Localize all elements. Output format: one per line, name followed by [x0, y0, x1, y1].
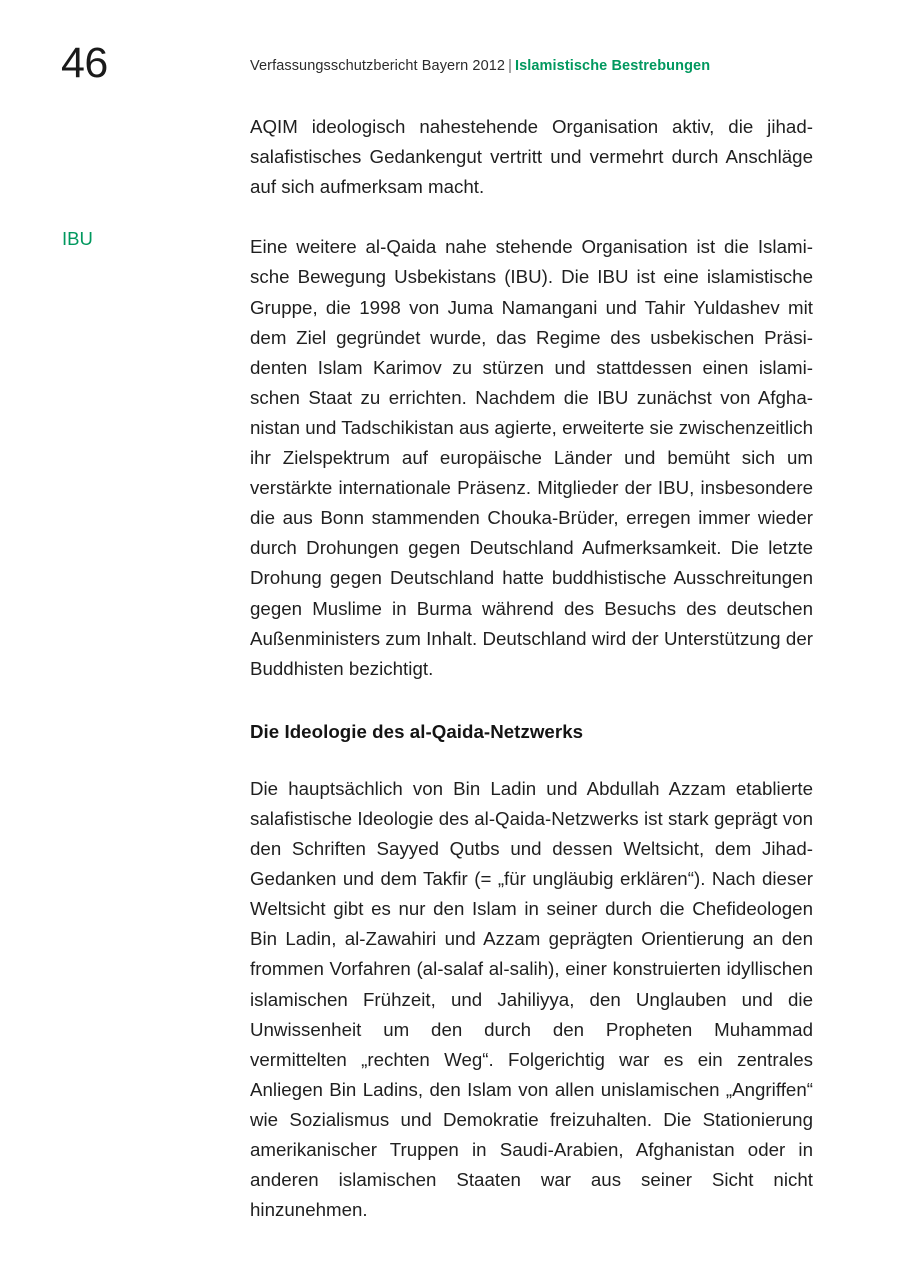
page-number: 46	[61, 39, 108, 87]
body-paragraph-3: Die hauptsächlich von Bin Ladin und Abdullah Azzam etablierte salafistische Ideologie des al-Qaida-Netzwerks ist stark geprägt von den Schriften Sayyed Qutbs und dessen Weltsicht, dem Jihad-Gedanken und dem Takfir (= „für ungläubig erklären“). Nach dieser Weltsicht gibt es nur den Islam in seiner durch die Chefideologen Bin Ladin, al-Zawahiri und Azzam geprägten Orientierung an den frommen Vorfahren (al-salaf al-salih), einer konstruierten idyllischen islamischen Frühzeit, und Jahiliyya, den Unglauben und die Unwissenheit um den durch den Propheten Muhammad vermittelten „rechten Weg“. Folgerichtig war es ein zentrales Anliegen Bin Ladins, den Islam von allen unislamischen „Angriffen“ wie Sozialismus und Demokratie freizuhalten. Die Stationierung amerikanischer Truppen in Saudi-Arabien, Afghanistan oder in anderen islamischen Staaten war aus seiner Sicht nicht hinzunehmen.	[250, 777, 813, 1221]
running-head	[250, 56, 710, 76]
body-text-column	[250, 112, 813, 1225]
running-head-publication: Verfassungsschutzbericht Bayern 2012	[250, 58, 506, 74]
running-head-chapter: Islamistische Bestrebungen	[514, 58, 711, 74]
margin-note-ibu: IBU	[62, 228, 93, 249]
section-subheading: Die Ideologie des al-Qaida-Netzwerks	[250, 720, 584, 742]
running-head-separator: |	[508, 58, 512, 74]
body-paragraph-1: AQIM ideologisch nahestehende Organisation aktiv, die jihadsalafistisches Gedankengut vertritt und vermehrt durch Anschläge auf sich aufmerksam macht.	[250, 116, 813, 198]
body-paragraph-2: Eine weitere al-Qaida nahe stehende Organisation ist die Islamische Bewegung Usbekistans (IBU). Die IBU ist eine islamistische Gruppe, die 1998 von Juma Namangani und Tahir Yuldashev mit dem Ziel gegründet wurde, das Regime des usbekischen Präsidenten Islam Karimov zu stürzen und stattdessen einen islamischen Staat zu errichten. Nachdem die IBU zunächst von Afghanistan und Tadschikistan aus agierte, erweiterte sie zwischenzeitlich ihr Zielspektrum auf europäische Länder und bemüht sich um verstärkte internationale Präsenz. Mitglieder der IBU, insbesondere die aus Bonn stammenden Chouka-Brüder, erregen immer wieder durch Drohungen gegen Deutschland Aufmerksamkeit. Die letzte Drohung gegen Deutschland hatte buddhistische Ausschreitungen gegen Muslime in Burma während des Besuchs des deutschen Außenministers zum Inhalt. Deutschland wird der Unterstützung der Buddhisten bezichtigt.	[250, 236, 813, 679]
